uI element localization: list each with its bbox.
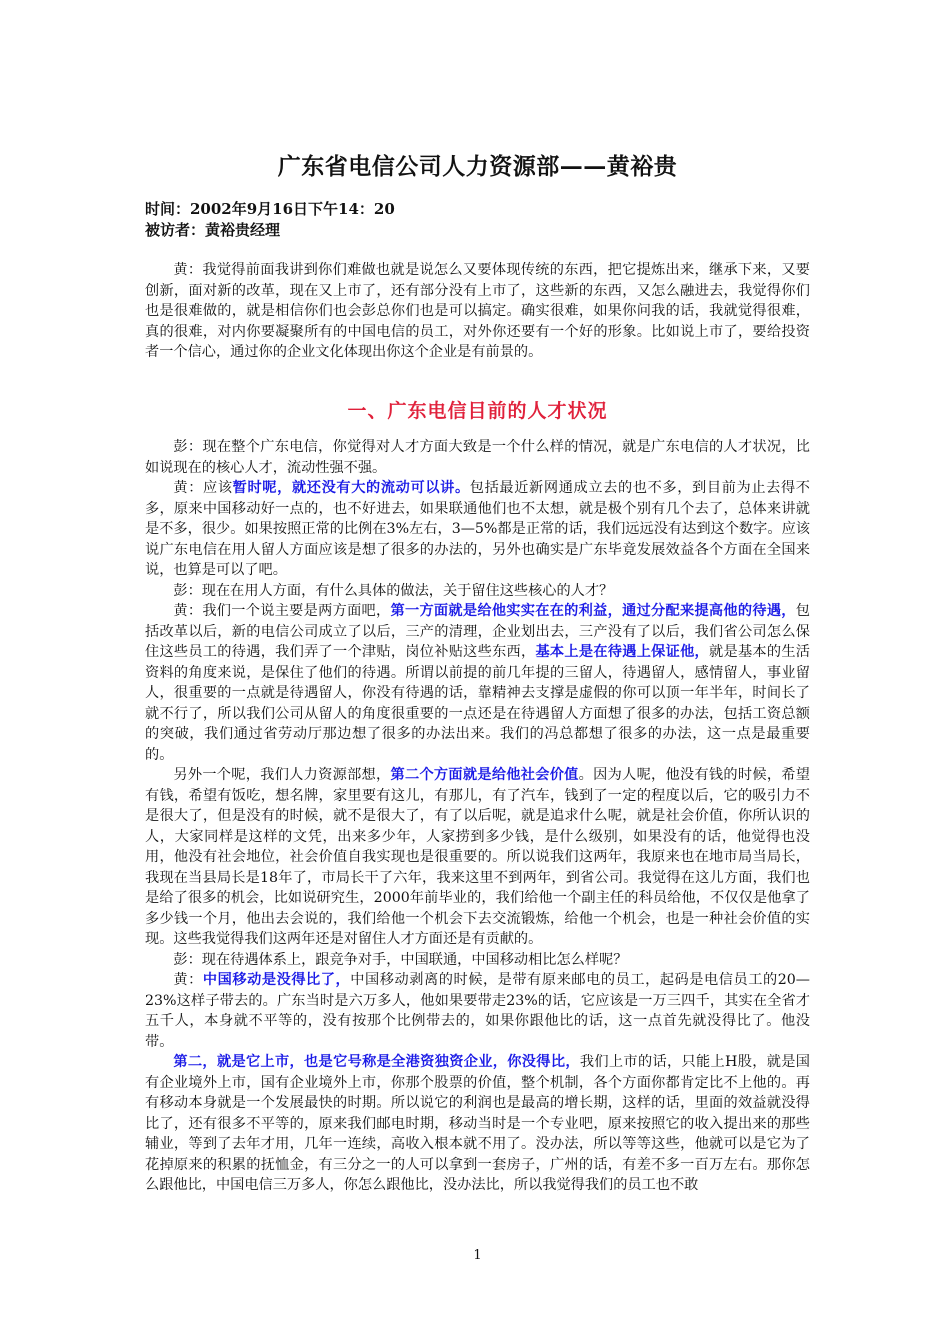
intro-block (145, 260, 810, 363)
intro-paragraph: 黄：我觉得前面我讲到你们难做也就是说怎么又要体现传统的东西，把它提炼出来，继承下来，又要创新，面对新的改革，现在又上市了，还有部分没有上市了，这些新的东西，又怎么融进去，我觉得你们也是很难做的，就是相信你们也会彭总你们也是可以搞定。确实很难，如果你问我的话，我就觉得很难，真的很难，对内你要凝聚所有的中国电信的员工，对外你还要有一个好的形象。比如说上市了，要给投资者一个信心，通过你的企业文化体现出你这个企业是有前景的。 (145, 262, 810, 360)
document-title: 广东省电信公司人力资源部——黄裕贵 (277, 153, 678, 180)
main-text-block (145, 437, 810, 1196)
interviewee-line: 被访者：黄裕贵经理 (145, 221, 281, 239)
highlight-text: 第一方面就是给他实实在在的利益，通过分配来提高他的待遇， (390, 603, 796, 619)
highlight-text: 暂时呢，就还没有大的流动可以讲。 (232, 480, 470, 496)
paragraph-question-competitors: 彭：现在待遇体系上，跟竞争对手，中国联通，中国移动相比怎么样呢？ (173, 951, 628, 968)
document-page (145, 0, 810, 1344)
interview-time: 时间：2002年9月16日下午14：20 (145, 200, 395, 218)
paragraph-answer-mobility: 黄：应该暂时呢，就还没有大的流动可以讲。包括最近新网通成立去的也不多，到目前为止去得不多，原来中国移动好一点的，也不好进去，如果联通他们也不太想，就是极个别有几个去了，总体来讲就是不多，很少。如果按照正常的比例在3%左右，3—5%都是正常的话，我们远远没有达到这个数字。应该说广东电信在用人留人方面应该是想了很多的办法的，另外也确实是广东毕竟发展效益各个方面在全国来说，也算是可以了吧。 (145, 480, 810, 578)
paragraph-answer-compensation: 黄：我们一个说主要是两方面吧，第一方面就是给他实实在在的利益，通过分配来提高他的待遇，包括改革以后，新的电信公司成立了以后，三产的清理，企业划出去，三产没有了以后，我们省公司怎么保住这些员工的待遇，我们弄了一个津贴，岗位补贴这些东西，基本上是在待遇上保证他，就是基本的生活资料的角度来说，是保住了他们的待遇。所谓以前提的前几年提的三留人，待遇留人，感情留人，事业留人，很重要的一点就是待遇留人，你没有待遇的话，靠精神去支撑是虚假的你可以顶一年半年，时间长了就不行了，所以我们公司从留人的角度很重要的一点还是在待遇留人方面想了很多的办法，包括工资总额的突破，我们通过省劳动厅那边想了很多的办法出来。我们的冯总都想了很多的办法，这一点是最重要的。 (145, 603, 810, 763)
paragraph-question-retention: 彭：现在在用人方面，有什么具体的做法，关于留住这些核心的人才？ (173, 582, 614, 599)
paragraph-answer-listing: 第二，就是它上市，也是它号称是全港资独资企业，你没得比，我们上市的话，只能上H股，就是国有企业境外上市，国有企业境外上市，你那个股票的价值，整个机制，各个方面你都肯定比不上他的。再有移动本身就是一个发展最快的时期。所以说它的利润也是最高的增长期，这样的话，里面的效益就没得比了，还有很多不平等的，原来我们邮电时期，移动当时是一个专业吧，原来按照它的收入提出来的那些辅业，等到了去年才用，几年一连续，高收入根本就不用了。没办法，所以等等这些，他就可以是它为了花掉原来的积累的抚恤金，有三分之一的人可以拿到一套房子，广州的话，有差不多一百万左右。那你怎么跟他比，中国电信三万多人，你怎么跟他比，没办法比，所以我觉得我们的员工也不敢 (145, 1054, 810, 1193)
paragraph-question-talent-status: 彭：现在整个广东电信，你觉得对人才方面大致是一个什么样的情况，就是广东电信的人才状况，比如说现在的核心人才，流动性强不强。 (145, 439, 810, 476)
highlight-text: 中国移动是没得比了， (202, 972, 351, 988)
page-number: 1 (473, 1248, 482, 1263)
paragraph-answer-social-value: 另外一个呢，我们人力资源部想，第二个方面就是给他社会价值。因为人呢，他没有钱的时候，希望有钱，希望有饭吃，想名牌，家里要有这儿，有那儿，有了汽车，钱到了一定的程度以后，它的吸引力不是很大了，但是没有的时候，就不是很大了，有了以后呢，就是追求什么呢，就是社会价值，你所认识的人，大家同样是这样的文凭，出来多少年，人家捞到多少钱，是什么级别，如果没有的话，他觉得也没用，他没有社会地位，社会价值自我实现也是很重要的。所以说我们这两年，我原来也在地市局当局长，我现在当县局长是18年了，市局长干了六年，我来这里不到两年，到省公司。我觉得在这儿方面，我们也是给了很多的机会，比如说研究生，2000年前毕业的，我们给他一个副主任的科员给他，不仅仅是他拿了多少钱一个月，他出去会说的，我们给他一个机会下去交流锻炼，给他一个机会，也是一种社会价值的实现。这些我觉得我们这两年还是对留住人才方面还是有贡献的。 (145, 767, 810, 947)
section-heading: 一、广东电信目前的人才状况 (347, 400, 608, 422)
highlight-text: 第二个方面就是给他社会价值 (390, 767, 579, 783)
highlight-text: 第二，就是它上市，也是它号称是全港资独资企业，你没得比， (173, 1054, 580, 1070)
highlight-text: 基本上是在待遇上保证他， (535, 644, 710, 660)
paragraph-answer-china-mobile: 黄：中国移动是没得比了，中国移动剥离的时候，是带有原来邮电的员工，起码是电信员工的20—23%这样子带去的。广东当时是六万多人，他如果要带走23%的话，它应该是一万三四千，其实在全省才五千人，本身就不平等的，没有按那个比例带去的，如果你跟他比的话，这一点首先就没得比了。他没带。 (145, 972, 810, 1050)
